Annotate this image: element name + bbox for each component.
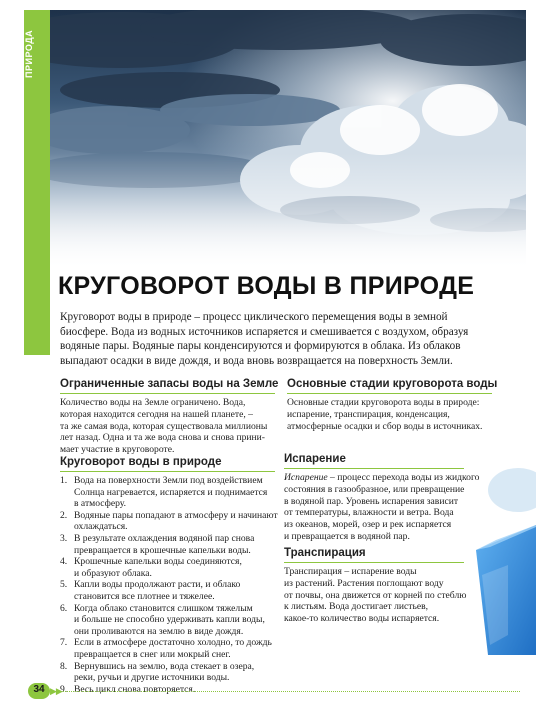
stages-text — [287, 397, 502, 432]
limited-water-text — [60, 397, 285, 456]
cloud-illustration — [50, 10, 526, 270]
text-line: мает участие в круговороте. — [60, 444, 175, 456]
transpiration-text — [284, 566, 469, 625]
intro-line: водяные пары. Водяные пары конденсируются и формируются в облака. Из облаков — [60, 340, 461, 353]
list-item: 1. Вода на поверхности Земли под воздействием Солнца нагревается, испаряется и поднимается в атмосферу. — [60, 475, 268, 510]
stages-heading: Основные стадии круговорота воды — [287, 378, 492, 394]
hero-cloud-image — [50, 10, 526, 270]
list-item: 3. В результате охлаждения водяной пар снова превращается в крошечные капельки воды. — [60, 532, 255, 556]
section-sidebar — [24, 10, 50, 355]
text-line: какое-то количество воды испаряется. — [284, 613, 440, 625]
page-title: КРУГОВОРОТ ВОДЫ В ПРИРОДЕ — [58, 272, 475, 300]
text-line: Основные стадии круговорота воды в природе: — [287, 397, 480, 408]
section-label: ПРИРОДА — [24, 29, 34, 79]
list-item: 7. Если в атмосфере достаточно холодно, то дождь превращается в снег или мокрый снег. — [60, 637, 272, 660]
text-line: из растений. Растения поглощают воду — [284, 577, 444, 589]
text-line: Количество воды на Земле ограничено. Вода, — [60, 397, 246, 408]
text-line: состояния в газообразное, или превращение — [284, 483, 465, 495]
text-line: из океанов, морей, озер и рек испаряется — [284, 519, 452, 531]
footer-divider — [60, 691, 520, 692]
evaporation-heading: Испарение — [284, 453, 464, 469]
limited-water-heading: Ограниченные запасы воды на Земле — [60, 378, 275, 394]
list-item: 6. Когда облако становится слишком тяжелым и больше не способно удерживать капли воды, они проливаются на землю в виде дождя. — [60, 602, 265, 637]
text-line: в водяной пар. Уровень испарения зависит — [284, 495, 459, 507]
text-line: Транспирация – испарение воды — [284, 566, 417, 577]
term-evaporation: Испарение — [284, 472, 328, 483]
intro-line: Круговорот воды в природе – процесс циклического перемещения воды в земной — [60, 311, 448, 323]
ice-cube-illustration — [468, 455, 536, 655]
text-line: которая находится сегодня на нашей планете, – — [60, 408, 253, 420]
text-line: та же самая вода, которая существовала миллионы — [60, 420, 268, 432]
ice-cube-icon — [468, 455, 536, 655]
list-item: 9. Весь цикл снова повторяется. — [60, 683, 196, 695]
text-line: Испарение – процесс перехода воды из жидкого — [284, 472, 480, 483]
intro-line: выпадают осадки в виде дождя, и вода вновь возвращается на поверхность Земли. — [60, 354, 453, 367]
text-line: от почвы, она движется от корней по стеблю — [284, 589, 467, 601]
text-line: атмосферные осадки и сбор воды в источниках. — [287, 420, 483, 432]
list-item: 4. Крошечные капельки воды соединяются, и образуют облака. — [60, 556, 242, 579]
transpiration-heading: Транспирация — [284, 547, 464, 563]
intro-paragraph — [60, 310, 505, 368]
text-line: от температуры, влажности и ветра. Вода — [284, 507, 454, 519]
list-item: 2. Водяные пары попадают в атмосферу и начинают охлаждаться. — [60, 509, 278, 533]
text-line: и превращается в водяной пар. — [284, 530, 410, 542]
text-line: испарение, транспирация, конденсация, — [287, 408, 450, 420]
text-line: к листьям. Вода достигает листьев, — [284, 601, 429, 613]
list-item: 5. Капли воды продолжают расти, и облако становится все плотнее и тяжелее. — [60, 579, 241, 602]
page-number: 34 — [33, 684, 45, 695]
list-item: 8. Вернувшись на землю, вода стекает в озера, реки, ручьи и другие источники воды. — [60, 660, 255, 684]
evaporation-text — [284, 472, 484, 543]
text-line: лет назад. Одна и та же вода снова и снова прини- — [60, 432, 265, 444]
cycle-steps-list — [60, 475, 278, 695]
footer-arrows-icon: ▶▶ — [50, 686, 62, 696]
cycle-heading: Круговорот воды в природе — [60, 456, 275, 472]
intro-line: биосфере. Вода из водных источников испаряется и смешивается с воздухом, образуя — [60, 325, 469, 338]
